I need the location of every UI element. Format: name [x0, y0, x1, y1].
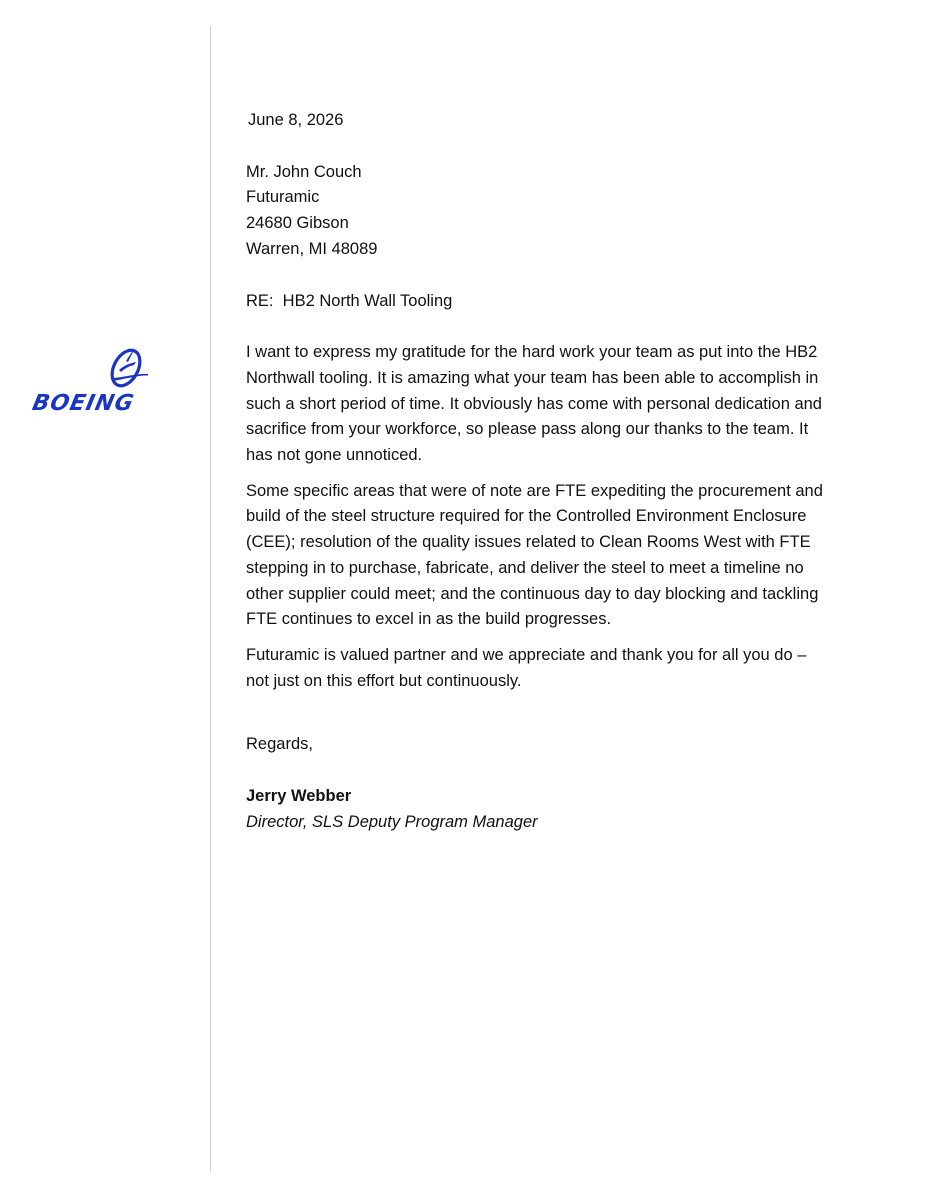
- body-paragraph-3: Futuramic is valued partner and we appreciate and thank you for all you do – not just on this effort but continuously.: [246, 645, 807, 690]
- vertical-divider: [210, 26, 211, 1172]
- letter-body: [246, 108, 826, 835]
- recipient-city: Warren, MI 48089: [246, 239, 378, 258]
- recipient-name: Mr. John Couch: [246, 162, 362, 181]
- subject-line: RE: HB2 North Wall Tooling: [246, 291, 453, 310]
- recipient-company: Futuramic: [246, 188, 320, 207]
- recipient-address: [246, 160, 826, 263]
- signature-name: Jerry Webber: [246, 787, 352, 806]
- boeing-logo: [30, 344, 186, 416]
- body-paragraph-1: I want to express my gratitude for the hard work your team as put into the HB2 Northwall tooling. It is amazing what your team has been able to accomplish in such a short period of time. It obviously has come with personal dedication and sacrifice from your workforce, so please pass along our thanks to the team. It has not gone unnoticed.: [246, 343, 822, 465]
- recipient-street: 24680 Gibson: [246, 214, 349, 233]
- body-paragraph-2: Some specific areas that were of note are FTE expediting the procurement and build of the steel structure required for the Controlled Environment Enclosure (CEE); resolution of the quality issues related to Clean Rooms West with FTE stepping in to purchase, fabricate, and deliver the steel to meet a timeline no other supplier could meet; and the continuous day to day blocking and tackling FTE continues to excel in as the build progresses.: [246, 481, 823, 629]
- signature-title: Director, SLS Deputy Program Manager: [246, 812, 538, 831]
- signature-block: [246, 784, 826, 835]
- closing: Regards,: [246, 735, 313, 754]
- boeing-symbol-icon: [86, 344, 178, 394]
- boeing-wordmark: BOEING: [30, 391, 137, 416]
- letter-date: June 8, 2026: [248, 111, 344, 129]
